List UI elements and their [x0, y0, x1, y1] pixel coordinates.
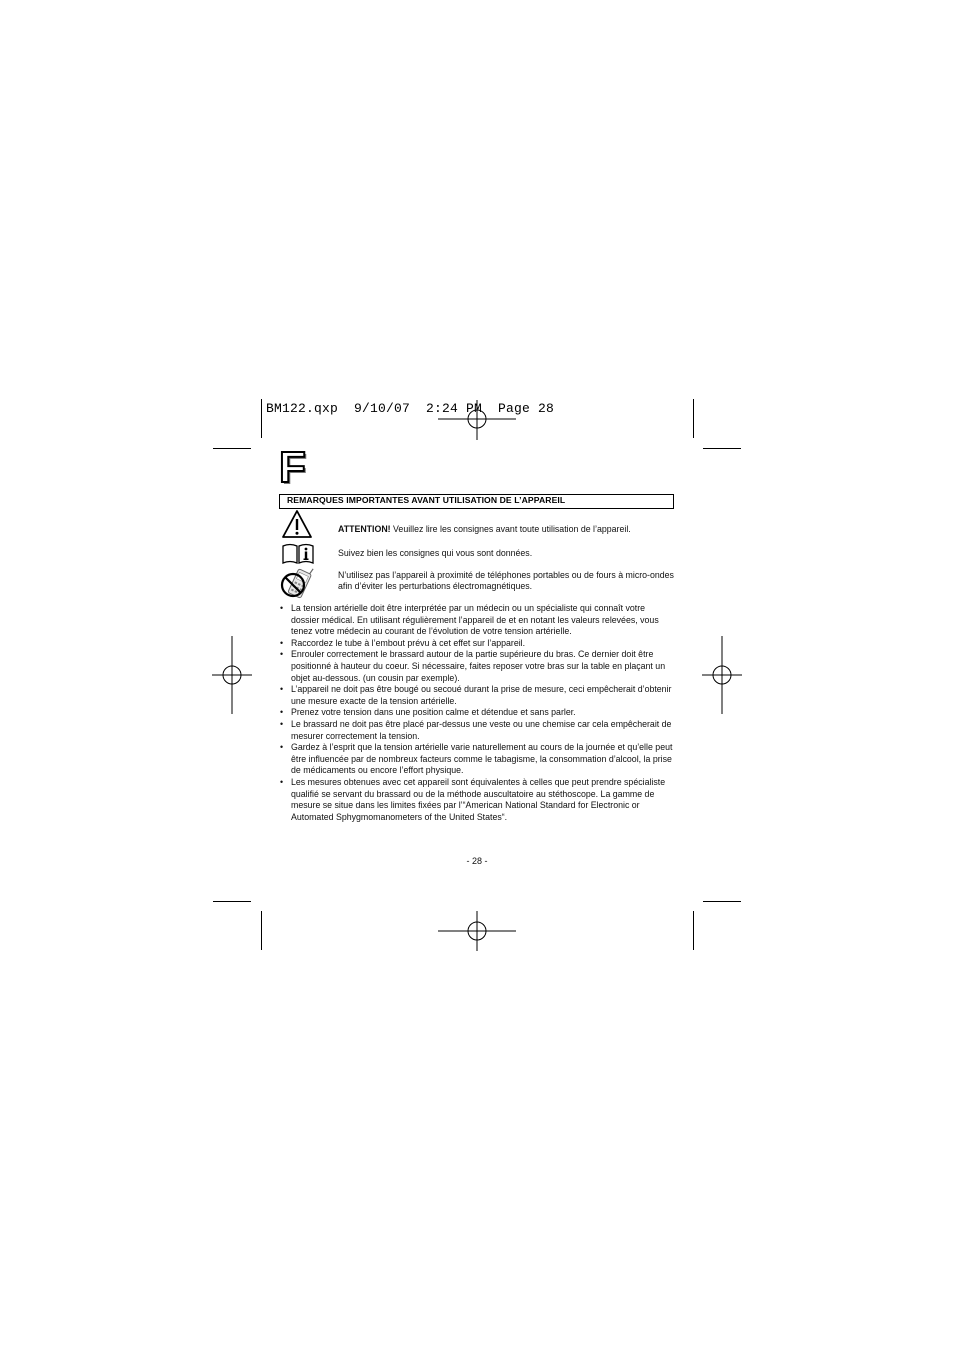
bullet-symbol: •: [280, 707, 284, 718]
notice-text: Veuillez lire les consignes avant toute utilisation de l’appareil.: [390, 524, 631, 534]
section-title: REMARQUES IMPORTANTES AVANT UTILISATION DE L’APPAREIL: [287, 495, 566, 505]
crop-mark: [693, 911, 694, 950]
bullet-symbol: •: [280, 718, 284, 729]
bullet-symbol: •: [280, 742, 284, 753]
list-item-text: Gardez à l’esprit que la tension artérielle varie naturellement au cours de la journée et qu’elle peut être influencée par de nombreux facteurs comme le tabagisme, la consommation d’alcool, la prise de médicaments ou encore l’effort physique.: [291, 742, 673, 776]
print-slug: BM122.qxp 9/10/07 2:24 PM Page 28: [266, 401, 555, 416]
crop-mark: [213, 901, 251, 902]
list-item-text: Prenez votre tension dans une position calme et détendue et sans parler.: [291, 707, 576, 718]
language-letter: F: [279, 443, 306, 492]
attention-label: ATTENTION!: [338, 524, 391, 534]
registration-mark-left: [212, 636, 252, 714]
bullet-symbol: •: [280, 684, 284, 695]
notice-attention: [338, 524, 678, 535]
list-item-text: Le brassard ne doit pas être placé par-dessus une veste ou une chemise car cela empêcherait de mesurer correctement la tension.: [291, 718, 672, 741]
notice-text: N’utilisez pas l’appareil à proximité de téléphones portables ou de fours à micro-ondes afin d’éviter les perturbations électromagnétiques.: [338, 570, 674, 591]
precautions-list: [280, 603, 675, 823]
registration-mark-bottom: [438, 911, 516, 951]
bullet-symbol: •: [280, 776, 284, 787]
bullet-symbol: •: [280, 649, 284, 660]
list-item: [280, 684, 675, 707]
page-number: - 28 -: [466, 856, 488, 866]
list-item: [280, 603, 675, 638]
list-item: [280, 649, 675, 684]
notice-instructions: [338, 548, 678, 559]
list-item: [280, 638, 675, 650]
bullet-symbol: •: [280, 637, 284, 648]
list-item-text: La tension artérielle doit être interprétée par un médecin ou un spécialiste qui connaît votre dossier médical. En utilisant régulièrement l’appareil de et en notant les valeurs relevées, vous tenez votre médecin au courant de l’évolution de votre tension artérielle.: [291, 603, 659, 637]
warning-triangle-icon: [281, 509, 313, 539]
notice-text: Suivez bien les consignes qui vous sont données.: [338, 548, 533, 558]
crop-mark: [693, 399, 694, 438]
registration-mark-right: [702, 636, 742, 714]
list-item-text: Les mesures obtenues avec cet appareil sont équivalentes à celles que peut prendre spécialiste qualifié se servant du brassard ou de la méthode auscultatoire au stéthoscope. La gamme de mesure se situe dans les limites fixées par l’“American National Standard for Electronic or Automated Sphygmomanometers of the United States“.: [291, 776, 666, 822]
crop-mark: [261, 399, 262, 438]
list-item-text: Enrouler correctement le brassard autour de la partie supérieure du bras. Ce dernier doit être positionné à hauteur du coeur. Si nécessaire, faites reposer votre bras sur la table en plaçant un objet au-dessous. (un cousin par exemple).: [291, 649, 666, 683]
crop-mark: [213, 448, 251, 449]
list-item: [280, 707, 675, 719]
list-item-text: L’appareil ne doit pas être bougé ou secoué durant la prise de mesure, ceci empêcherait d’obtenir une mesure exacte de la tension artérielle.: [291, 684, 672, 706]
crop-mark: [703, 448, 741, 449]
list-item: [280, 777, 675, 823]
no-phone-icon: [279, 567, 319, 603]
list-item: [280, 742, 675, 777]
list-item-text: Raccordez le tube à l’embout prévu à cet effet sur l’appareil.: [291, 637, 526, 648]
crop-mark: [703, 901, 741, 902]
crop-mark: [261, 911, 262, 950]
info-manual-icon: [281, 542, 315, 564]
bullet-symbol: •: [280, 603, 284, 613]
notice-interference: [338, 570, 674, 592]
list-item: [280, 719, 675, 742]
